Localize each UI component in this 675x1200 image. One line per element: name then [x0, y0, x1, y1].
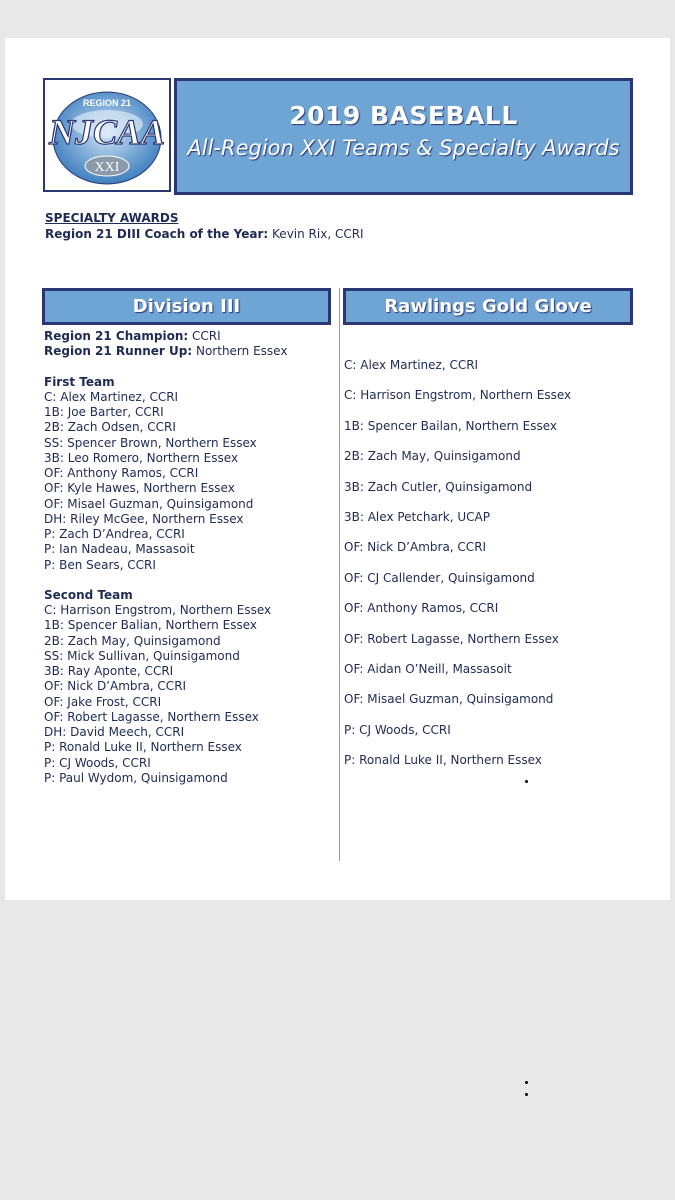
champion-line	[44, 329, 287, 344]
gold-glove-list	[344, 356, 571, 781]
specialty-heading: SPECIALTY AWARDS	[45, 211, 179, 225]
svg-text:XXI: XXI	[94, 160, 120, 175]
list-item: SS: Mick Sullivan, Quinsigamond	[44, 648, 240, 663]
champion-label: Region 21 Champion:	[44, 329, 189, 343]
specialty-awards	[45, 210, 364, 242]
title-banner	[174, 78, 633, 195]
list-item: DH: David Meech, CCRI	[44, 725, 185, 739]
list-item: P: Ronald Luke II, Northern Essex	[44, 740, 242, 755]
champion-value: CCRI	[188, 329, 221, 343]
list-item: 2B: Zach May, Quinsigamond	[44, 633, 221, 648]
list-item: OF: Kyle Hawes, Northern Essex	[44, 481, 235, 496]
runnerup-label: Region 21 Runner Up:	[44, 344, 193, 359]
list-item: 2B: Zach Odsen, CCRI	[44, 420, 176, 435]
njcaa-logo-icon	[47, 84, 167, 188]
list-item: OF: Misael Guzman, Quinsigamond	[344, 692, 554, 707]
gold-glove-header: Rawlings Gold Glove	[343, 288, 633, 325]
list-item: P: Ben Sears, CCRI	[44, 557, 156, 572]
list-item: 3B: Leo Romero, Northern Essex	[44, 450, 239, 465]
runnerup-value: Northern Essex	[192, 344, 288, 359]
list-item: 1B: Spencer Bailan, Northern Essex	[344, 418, 557, 433]
list-item: P: Zach D’Andrea, CCRI	[44, 527, 185, 541]
coach-of-year	[45, 226, 364, 242]
list-item: OF: Anthony Ramos, CCRI	[44, 466, 199, 480]
runnerup-line	[44, 344, 287, 359]
first-team-heading: First Team	[44, 374, 115, 389]
list-item: C: Alex Martinez, CCRI	[44, 389, 179, 404]
list-item: OF: Nick D’Ambra, CCRI	[44, 679, 187, 694]
list-item: OF: Anthony Ramos, CCRI	[344, 601, 499, 616]
second-team-heading: Second Team	[44, 587, 133, 602]
document-page	[5, 38, 670, 900]
list-item: C: Harrison Engstrom, Northern Essex	[44, 603, 272, 617]
division-iii-header: Division III	[42, 288, 331, 325]
list-item: P: CJ Woods, CCRI	[44, 755, 151, 770]
list-item: 3B: Ray Aponte, CCRI	[44, 664, 174, 678]
list-item: OF: Misael Guzman, Quinsigamond	[44, 496, 254, 511]
list-item: P: CJ Woods, CCRI	[344, 722, 451, 737]
svg-text:REGION 21: REGION 21	[82, 98, 132, 108]
list-item: SS: Spencer Brown, Northern Essex	[44, 435, 257, 450]
first-team-list	[44, 390, 287, 573]
list-item: C: Harrison Engstrom, Northern Essex	[344, 388, 572, 403]
dot-mark	[525, 780, 528, 783]
title-line-1: 2019 BASEBALL	[289, 101, 518, 130]
list-item: OF: Aidan O’Neill, Massasoit	[344, 661, 512, 676]
list-item: 3B: Alex Petchark, UCAP	[344, 509, 490, 524]
list-item: OF: CJ Callender, Quinsigamond	[344, 570, 535, 585]
division-iii-list	[44, 329, 287, 786]
coach-label: Region 21 DIII Coach of the Year:	[45, 227, 269, 241]
list-item: OF: Jake Frost, CCRI	[44, 694, 162, 709]
list-item: 1B: Spencer Balian, Northern Essex	[44, 618, 257, 633]
list-item: 3B: Zach Cutler, Quinsigamond	[344, 479, 533, 494]
list-item: OF: Robert Lagasse, Northern Essex	[344, 631, 559, 646]
list-item: P: Ian Nadeau, Massasoit	[44, 542, 195, 557]
column-divider	[339, 288, 340, 861]
list-item: OF: Robert Lagasse, Northern Essex	[44, 709, 259, 724]
list-item: 1B: Joe Barter, CCRI	[44, 405, 164, 419]
svg-text:NJCAA: NJCAA	[48, 112, 166, 152]
list-item: 2B: Zach May, Quinsigamond	[344, 449, 521, 464]
list-item: C: Alex Martinez, CCRI	[344, 358, 479, 372]
list-item: DH: Riley McGee, Northern Essex	[44, 511, 244, 526]
more-dots-icon-lower[interactable]	[525, 1093, 528, 1096]
more-dots-icon[interactable]	[525, 1081, 528, 1084]
coach-value: Kevin Rix, CCRI	[268, 227, 364, 241]
title-line-2: All-Region XXI Teams & Specialty Awards	[187, 136, 620, 160]
second-team-list	[44, 603, 287, 786]
list-item: OF: Nick D’Ambra, CCRI	[344, 540, 487, 555]
njcaa-logo	[43, 78, 171, 192]
list-item: P: Ronald Luke II, Northern Essex	[344, 753, 542, 768]
list-item: P: Paul Wydom, Quinsigamond	[44, 770, 228, 785]
